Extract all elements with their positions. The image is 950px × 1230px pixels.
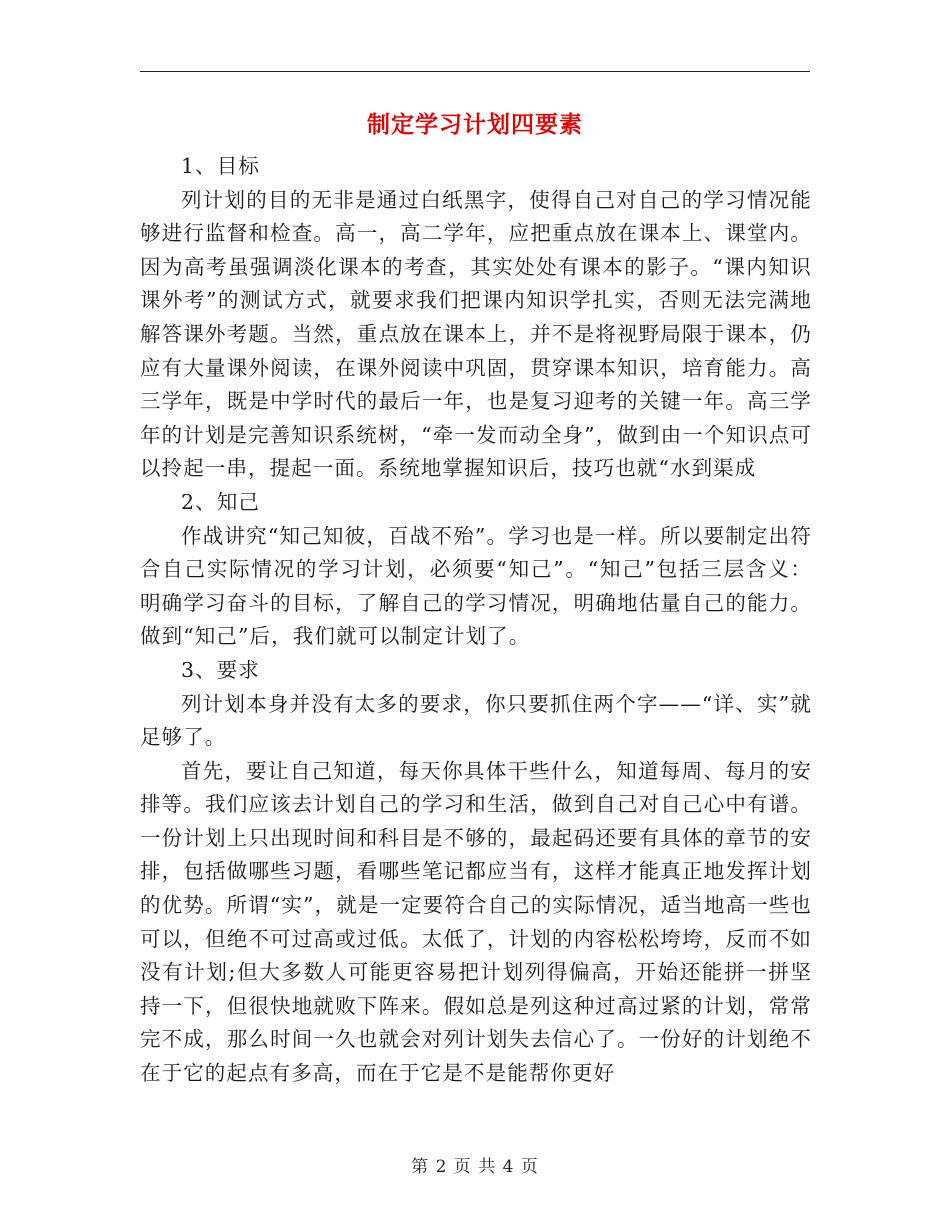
section-heading-goal: 1、目标 xyxy=(181,154,260,178)
paragraph-know-yourself: 作战讲究“知己知彼，百战不殆”。学习也是一样。所以要制定出符合自己实际情况的学习计划，必须要“知己”。“知己”包括三层含义：明确学习奋斗的目标，了解自己的学习情况，明确地估量自己的能力。做到“知己”后，我们就可以制定计划了。 xyxy=(140,523,812,649)
document-body xyxy=(140,150,812,1091)
paragraph-requirements: 列计划本身并没有太多的要求，你只要抓住两个字——“详、实”就足够了。 xyxy=(140,691,812,750)
header-rule xyxy=(140,71,810,72)
page-number: 第 2 页 共 4 页 xyxy=(411,1157,539,1177)
document-title: 制定学习计划四要素 xyxy=(367,111,583,138)
paragraph-first: 首先，要让自己知道，每天你具体干些什么，知道每周、每月的安排等。我们应该去计划自己的学习和生活，做到自己对自己心中有谱。一份计划上只出现时间和科目是不够的，最起码还要有具体的章节的安排，包括做哪些习题，看哪些笔记都应当有，这样才能真正地发挥计划的优势。所谓“实”，就是一定要符合自己的实际情况，适当地高一些也可以，但绝不可过高或过低。太低了，计划的内容松松垮垮，反而不如没有计划;但大多数人可能更容易把计划列得偏高，开始还能拼一拼坚持一下，但很快地就败下阵来。假如总是列这种过高过紧的计划，常常完不成，那么时间一久也就会对列计划失去信心了。一份好的计划绝不在于它的起点有多高，而在于它是不是能帮你更好 xyxy=(140,758,812,1086)
paragraph-goal: 列计划的目的无非是通过白纸黑字，使得自己对自己的学习情况能够进行监督和检查。高一，高二学年，应把重点放在课本上、课堂内。因为高考虽强调淡化课本的考查，其实处处有课本的影子。“课内知识课外考”的测试方式，就要求我们把课内知识学扎实，否则无法完满地解答课外考题。当然，重点放在课本上，并不是将视野局限于课本，仍应有大量课外阅读，在课外阅读中巩固，贯穿课本知识，培育能力。高三学年，既是中学时代的最后一年，也是复习迎考的关键一年。高三学年的计划是完善知识系统树，“牵一发而动全身”，做到由一个知识点可以拎起一串，提起一面。系统地掌握知识后，技巧也就“水到渠成 xyxy=(140,187,812,481)
section-heading-requirements: 3、要求 xyxy=(181,657,260,682)
section-heading-know-yourself: 2、知己 xyxy=(181,489,260,514)
